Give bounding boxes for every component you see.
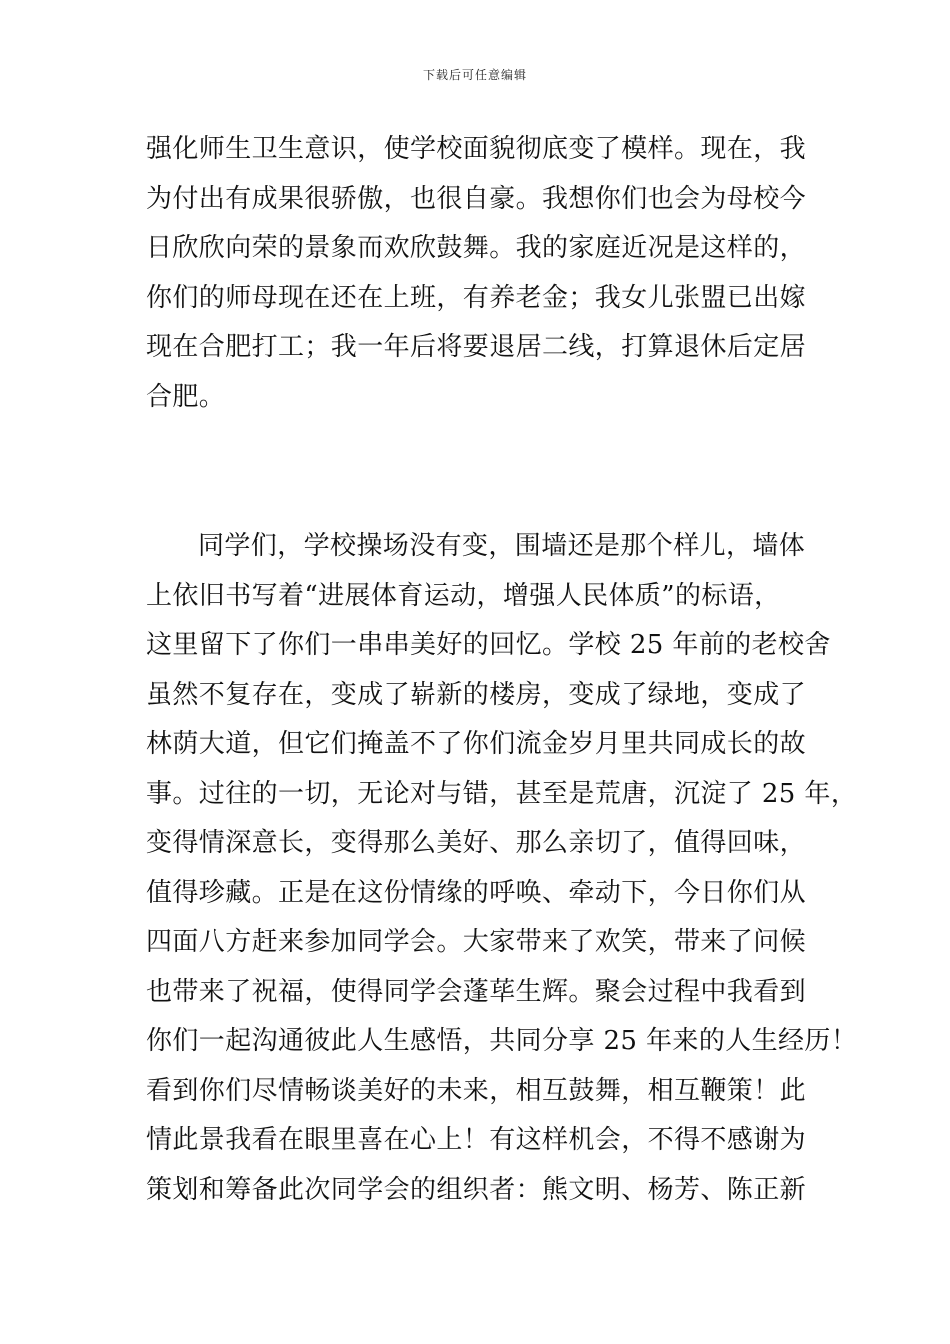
text-line: 你们的师母现在还在上班，有养老金；我女儿张盟已出嫁 [146,282,807,313]
paragraph-1 [146,125,836,422]
text-line: 日欣欣向荣的景象而欢欣鼓舞。我的家庭近况是这样的， [146,233,807,263]
text-line: 这里留下了你们一串串美好的回忆。学校 25 年前的老校舍 [146,630,831,660]
text-line: 变得情深意长，变得那么美好、那么亲切了，值得回味， [146,828,807,858]
text-line: 事。过往的一切，无论对与错，甚至是荒唐，沉淀了 25 年， [146,778,858,809]
text-line: 现在合肥打工；我一年后将要退居二线，打算退休后定居 [146,332,807,362]
text-line: 策划和筹备此次同学会的组织者：熊文明、杨芳、陈正新 [146,1174,807,1205]
text-line: 上依旧书写着“进展体育运动，增强人民体质”的标语， [146,580,781,611]
text-line: 强化师生卫生意识，使学校面貌彻底变了模样。现在，我 [146,134,807,164]
text-line: 情此景我看在眼里喜在心上！有这样机会，不得不感谢为 [146,1125,807,1155]
text-line: 值得珍藏。正是在这份情缘的呼唤、牵动下，今日你们从 [146,877,807,908]
text-line: 你们一起沟通彼此人生感悟，共同分享 25 年来的人生经历！ [146,1026,858,1056]
text-line: 合肥。 [146,381,226,412]
text-line: 为付出有成果很骄傲，也很自豪。我想你们也会为母校今 [146,183,807,214]
text-line: 林荫大道，但它们掩盖不了你们流金岁月里共同成长的故 [146,729,807,759]
text-line: 也带来了祝福，使得同学会蓬荜生辉。聚会过程中我看到 [146,976,807,1007]
page-header: 下载后可任意编辑 [422,68,527,82]
text-line: 虽然不复存在，变成了崭新的楼房，变成了绿地，变成了 [146,679,807,710]
text-line: 同学们，学校操场没有变，围墙还是那个样儿，墙体 [198,531,806,561]
text-line: 四面八方赶来参加同学会。大家带来了欢笑，带来了问候 [146,927,807,957]
paragraph-2 [146,522,858,1215]
text-line: 看到你们尽情畅谈美好的未来，相互鼓舞，相互鞭策！此 [146,1075,807,1106]
